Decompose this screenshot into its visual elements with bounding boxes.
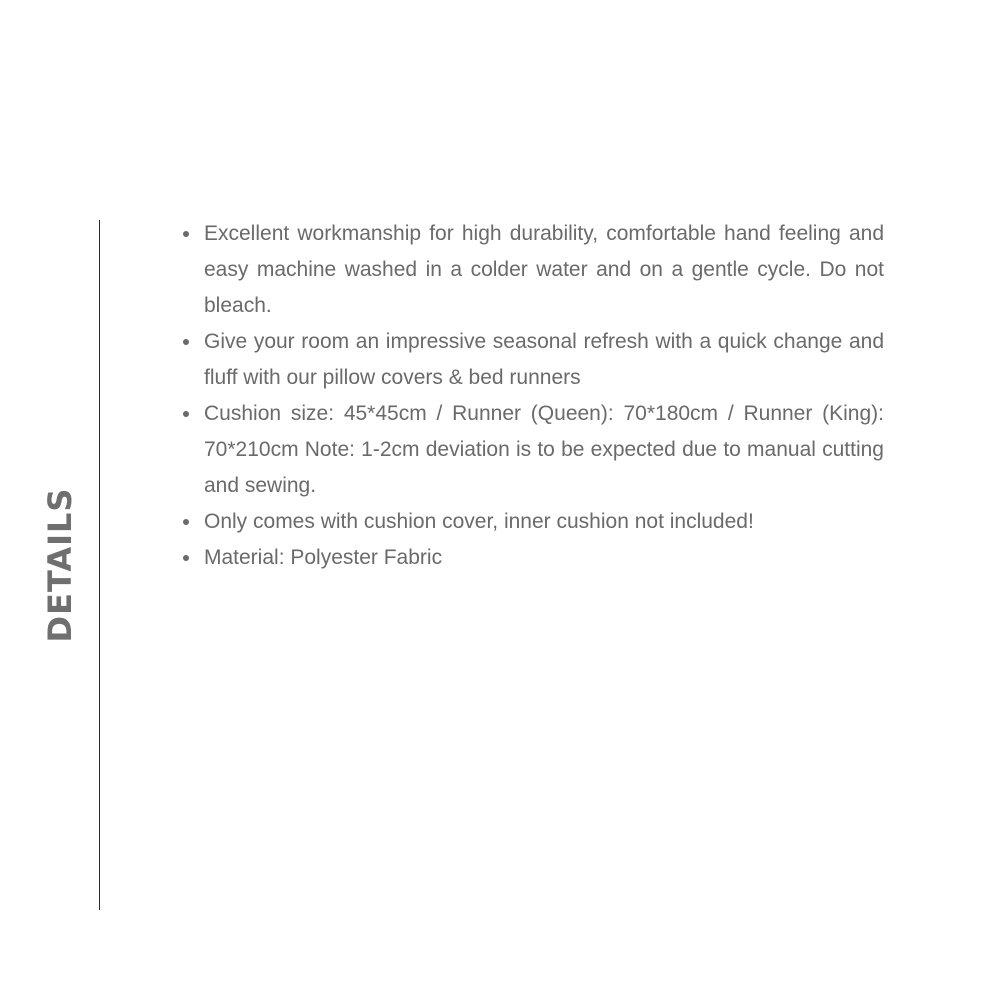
details-list	[180, 216, 884, 576]
list-item: Only comes with cushion cover, inner cushion not included!	[180, 504, 884, 540]
list-item: Material: Polyester Fabric	[180, 540, 884, 576]
section-title-container	[30, 487, 90, 643]
list-item: Excellent workmanship for high durability, comfortable hand feeling and easy machine washed in a colder water and on a gentle cycle. Do not bleach.	[180, 216, 884, 324]
list-item: Give your room an impressive seasonal refresh with a quick change and fluff with our pillow covers & bed runners	[180, 324, 884, 396]
section-title: DETAILS	[41, 487, 79, 643]
vertical-divider	[99, 220, 100, 910]
list-item: Cushion size: 45*45cm / Runner (Queen): 70*180cm / Runner (King): 70*210cm Note: 1-2cm deviation is to be expected due to manual cutting and sewing.	[180, 396, 884, 504]
